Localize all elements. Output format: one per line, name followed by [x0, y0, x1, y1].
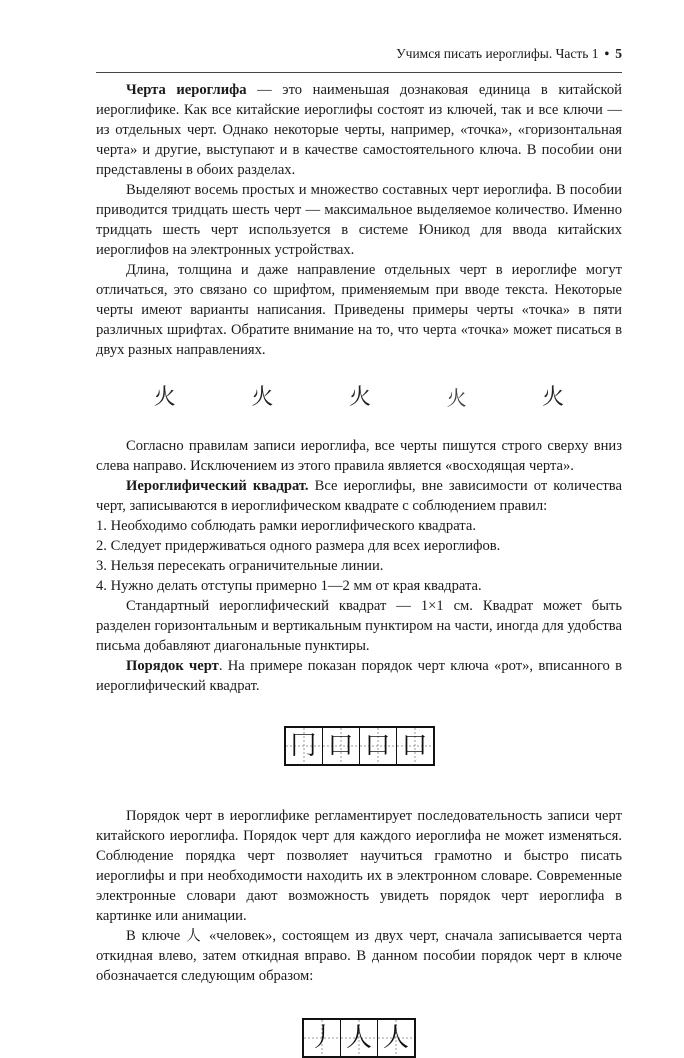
paragraph-text: — это наименьшая дознаковая единица в китайской иероглифике. Как все китайские иероглифы состоят из ключей, так и все ключи — из отдельных черт. Однако некоторые черты, например, «точка», «горизонтальная черта» и другие, выступают и в качестве самостоятельного ключа. В пособии они представлены в обоих разделах. [96, 82, 622, 178]
person-grid-wrap [96, 986, 622, 1058]
mouth-stroke-step-1: 冂 [290, 731, 317, 761]
fire-glyph-font-1: 火 [153, 385, 176, 410]
term-stroke-order: Порядок черт [126, 658, 219, 674]
paragraph-text: «человек», состоящем из двух черт, сначала записывается черта откидная влево, затем откидная вправо. В данном пособии порядок черт в ключе обозначается следующим образом: [96, 928, 622, 984]
paragraph-stroke-count: Выделяют восемь простых и множество составных черт иероглифа. В пособии приводится тридцать шесть черт — максимальное выделяемое количество. Именно тридцать шесть черт используется в системе Юникод для ввода китайских иероглифов на электронных устройствах. [96, 182, 622, 258]
mouth-stroke-step-4: 口 [401, 731, 428, 761]
header-separator: • [604, 46, 610, 61]
grid-cell [377, 1020, 414, 1056]
paragraph-stroke-order [96, 656, 622, 696]
mouth-stroke-order-grid [284, 726, 435, 766]
rule-item-2: 2. Следует придерживаться одного размера для всех иероглифов. [96, 538, 501, 554]
paragraph-text: . На примере показан порядок черт ключа «рот», вписанного в иероглифический квадрат. [96, 658, 622, 694]
term-stroke: Черта иероглифа [126, 82, 247, 98]
fire-glyph-font-5: 火 [542, 385, 565, 410]
person-stroke-step-2: 人 [345, 1023, 372, 1053]
paragraph-text: В ключе [126, 928, 187, 944]
grid-cell [396, 728, 433, 764]
grid-cell [340, 1020, 377, 1056]
paragraph-text: Все иероглифы, вне зависимости от количества черт, записываются в иероглифическом квадрате с соблюдением правил: [96, 478, 622, 514]
grid-cell [286, 728, 322, 764]
fire-glyph-font-3: 火 [348, 385, 371, 410]
page-header [96, 46, 622, 73]
grid-cell [304, 1020, 340, 1056]
page-number: 5 [615, 46, 622, 61]
term-square: Иероглифический квадрат. [126, 478, 309, 494]
mouth-grid-wrap [96, 696, 622, 806]
paragraph-square-size: Стандартный иероглифический квадрат — 1×1 см. Квадрат может быть разделен горизонтальным и вертикальным пунктиром на части, иногда для удобства письма добавляют диагональные пунктиры. [96, 598, 622, 654]
grid-cell [359, 728, 396, 764]
paragraph-person-key [96, 926, 622, 986]
grid-cell [322, 728, 359, 764]
fire-font-examples [96, 360, 622, 436]
fire-glyph-font-4: 火 [446, 386, 467, 410]
person-stroke-step-3: 人 [382, 1023, 409, 1053]
person-glyph: 人 [186, 927, 204, 944]
paragraph-square [96, 476, 622, 516]
paragraph-stroke-definition [96, 80, 622, 180]
fire-glyph-font-2: 火 [251, 385, 274, 410]
paragraph-stroke-order-rules: Порядок черт в иероглифике регламентирует последовательность записи черт китайского иероглифа. Порядок черт для каждого иероглифа не может изменяться. Соблюдение порядка черт позволяет научиться грамотно и быстро писать иероглифы и при необходимости находить их в электронном словаре. Современные электронные словари дают возможность увидеть порядок черт иероглифа в картинке или анимации. [96, 808, 622, 924]
rule-item-3: 3. Нельзя пересекать ограничительные линии. [96, 558, 384, 574]
mouth-stroke-step-3: 口 [364, 731, 391, 761]
rule-item-4: 4. Нужно делать отступы примерно 1—2 мм от края квадрата. [96, 578, 482, 594]
mouth-stroke-step-2: 口 [327, 731, 354, 761]
paragraph-writing-order: Согласно правилам записи иероглифа, все черты пишутся строго сверху вниз слева направо. Исключением из этого правила является «восходящая черта». [96, 438, 622, 474]
person-stroke-order-grid [302, 1018, 416, 1058]
page-content [96, 80, 622, 1058]
rule-item-1: 1. Необходимо соблюдать рамки иероглифического квадрата. [96, 518, 476, 534]
paragraph-stroke-fonts: Длина, толщина и даже направление отдельных черт в иероглифе могут отличаться, это связано со шрифтом, применяемым при вводе текста. Некоторые черты имеют варианты написания. Приведены примеры черты «точка» в пяти различных шрифтах. Обратите внимание на то, что черта «точка» может писаться в двух разных направлениях. [96, 262, 622, 358]
person-stroke-step-1: 丿 [308, 1023, 335, 1053]
running-title: Учимся писать иероглифы. Часть 1 [396, 46, 599, 61]
